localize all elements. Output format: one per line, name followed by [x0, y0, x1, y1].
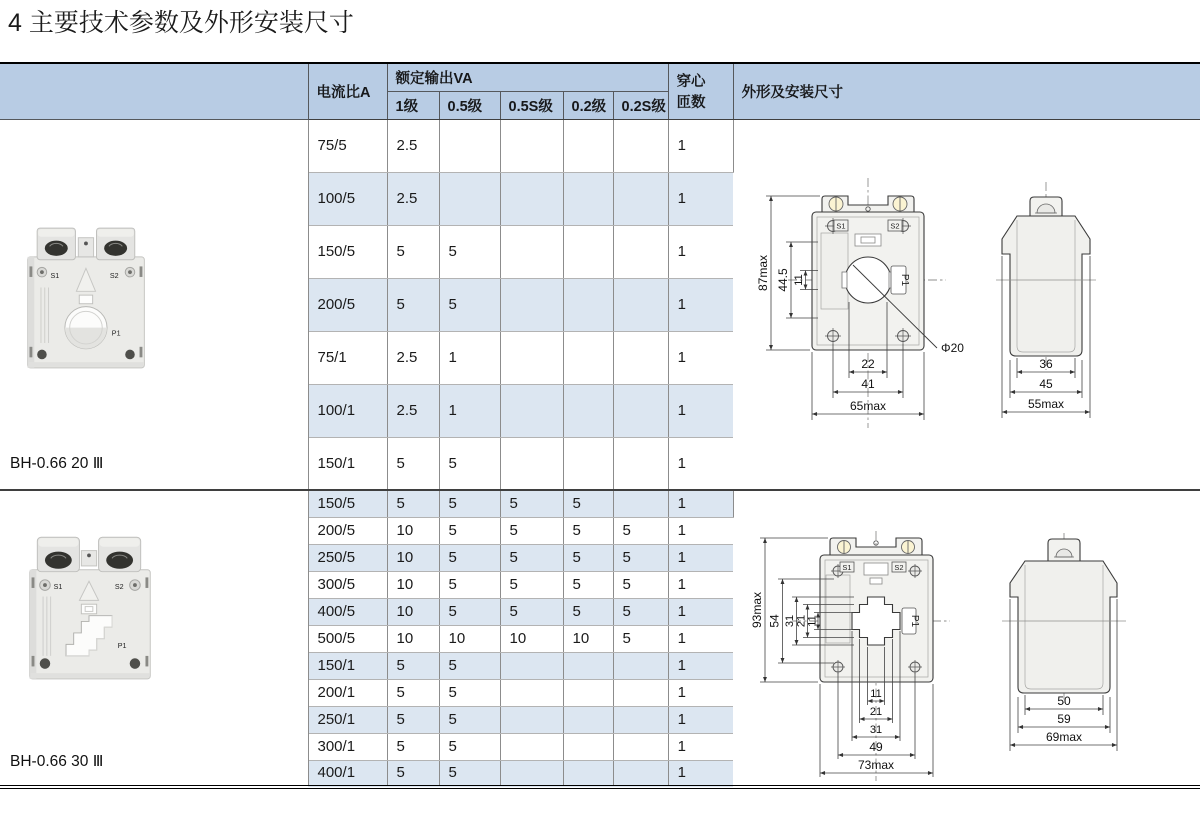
class02-cell: 5 — [563, 598, 613, 625]
class02s-cell — [613, 490, 668, 517]
class05-cell: 5 — [439, 490, 500, 517]
class1-cell: 10 — [387, 517, 439, 544]
s2-label: S2 — [893, 563, 904, 572]
section-bh066-20 — [0, 119, 1200, 490]
p1-label: P1 — [898, 273, 910, 286]
ratio-cell: 200/1 — [308, 679, 387, 706]
dim-label: 11 — [806, 615, 819, 627]
class02s-cell — [613, 384, 668, 437]
class05s-cell: 5 — [500, 517, 563, 544]
svg-text:P1: P1 — [117, 642, 127, 651]
class05-cell: 5 — [439, 598, 500, 625]
class1-cell: 5 — [387, 278, 439, 331]
class02s-cell — [613, 331, 668, 384]
dim-label: 31 — [869, 724, 882, 736]
dimension-drawing-cell — [733, 119, 1200, 490]
class05s-cell — [500, 706, 563, 733]
ratio-cell: 400/5 — [308, 598, 387, 625]
svg-text:P1: P1 — [111, 328, 121, 337]
svg-text:S2: S2 — [114, 582, 124, 591]
class1-cell: 5 — [387, 760, 439, 787]
dim-label: 11 — [869, 688, 882, 700]
turns-cell: 1 — [668, 652, 733, 679]
ratio-cell: 300/1 — [308, 733, 387, 760]
class02s-cell — [613, 437, 668, 490]
class02-cell — [563, 437, 613, 490]
header-blank-cell — [0, 63, 308, 119]
class02-cell — [563, 172, 613, 225]
class02s-cell — [613, 706, 668, 733]
class05s-cell: 10 — [500, 625, 563, 652]
product-photo-bh066-30 — [22, 533, 156, 685]
ratio-cell: 100/5 — [308, 172, 387, 225]
class1-cell: 2.5 — [387, 331, 439, 384]
ratio-cell: 200/5 — [308, 517, 387, 544]
class05s-cell: 5 — [500, 544, 563, 571]
p1-label: P1 — [908, 614, 920, 628]
class02s-cell — [613, 733, 668, 760]
class02-cell: 5 — [563, 490, 613, 517]
svg-text:S2: S2 — [109, 271, 119, 280]
turns-cell: 1 — [668, 598, 733, 625]
dim-label: 49 — [868, 740, 883, 754]
product-photo-cell — [0, 119, 308, 490]
dim-label: 50 — [1056, 694, 1071, 708]
spec-table — [0, 62, 1200, 789]
turns-cell: 1 — [668, 331, 733, 384]
class02-cell — [563, 733, 613, 760]
class05-cell: 1 — [439, 331, 500, 384]
class1-cell: 5 — [387, 225, 439, 278]
class05-cell: 1 — [439, 384, 500, 437]
class02s-cell: 5 — [613, 544, 668, 571]
class05s-cell — [500, 679, 563, 706]
class02-cell — [563, 679, 613, 706]
class02-cell — [563, 119, 613, 172]
turns-cell: 1 — [668, 706, 733, 733]
product-photo-cell — [0, 490, 308, 787]
ratio-cell: 300/5 — [308, 571, 387, 598]
class1-cell: 10 — [387, 571, 439, 598]
section-bh066-30 — [0, 490, 1200, 787]
product-label: BH-0.66 30 Ⅲ — [10, 753, 104, 770]
class05s-cell: 5 — [500, 490, 563, 517]
class05s-cell — [500, 760, 563, 787]
class02s-cell: 5 — [613, 517, 668, 544]
class02-cell — [563, 384, 613, 437]
ratio-cell: 150/5 — [308, 490, 387, 517]
class1-cell: 10 — [387, 544, 439, 571]
header-class-1: 1级 — [387, 91, 439, 119]
class05-cell: 5 — [439, 733, 500, 760]
ratio-cell: 150/1 — [308, 437, 387, 490]
class02s-cell: 5 — [613, 571, 668, 598]
dim-label: 87max — [755, 254, 770, 291]
class02s-cell: 5 — [613, 625, 668, 652]
class1-cell: 5 — [387, 490, 439, 517]
dim-label: 69max — [1045, 730, 1082, 744]
class05s-cell — [500, 652, 563, 679]
class02s-cell — [613, 225, 668, 278]
class1-cell: 5 — [387, 733, 439, 760]
turns-cell: 1 — [668, 278, 733, 331]
s1-label: S1 — [835, 221, 846, 230]
class02s-cell — [613, 278, 668, 331]
ratio-cell: 150/5 — [308, 225, 387, 278]
class05-cell — [439, 119, 500, 172]
table-row — [0, 490, 1200, 517]
table-header — [0, 63, 1200, 119]
class05-cell: 10 — [439, 625, 500, 652]
turns-cell: 1 — [668, 544, 733, 571]
turns-cell: 1 — [668, 119, 733, 172]
ratio-cell: 400/1 — [308, 760, 387, 787]
header-class-02: 0.2级 — [563, 91, 613, 119]
turns-cell: 1 — [668, 760, 733, 787]
turns-cell: 1 — [668, 517, 733, 544]
header-outline: 外形及安装尺寸 — [733, 63, 1200, 119]
svg-text:S1: S1 — [50, 271, 60, 280]
header-class-02s: 0.2S级 — [613, 91, 668, 119]
class05-cell — [439, 172, 500, 225]
class02s-cell: 5 — [613, 598, 668, 625]
class02-cell: 10 — [563, 625, 613, 652]
dimension-drawing-cell — [733, 490, 1200, 787]
product-photo-bh066-20 — [18, 222, 152, 374]
class1-cell: 5 — [387, 437, 439, 490]
class1-cell: 10 — [387, 625, 439, 652]
class05s-cell: 5 — [500, 571, 563, 598]
class02-cell — [563, 278, 613, 331]
dim-label: 59 — [1056, 712, 1071, 726]
class02-cell — [563, 760, 613, 787]
dim-label: 21 — [795, 614, 808, 628]
dim-label: 36 — [1038, 356, 1053, 371]
class02-cell: 5 — [563, 517, 613, 544]
class05-cell: 5 — [439, 571, 500, 598]
ratio-cell: 75/1 — [308, 331, 387, 384]
class02-cell — [563, 706, 613, 733]
dim-label: 22 — [860, 356, 875, 371]
ratio-cell: 200/5 — [308, 278, 387, 331]
header-class-05: 0.5级 — [439, 91, 500, 119]
class05s-cell — [500, 119, 563, 172]
class05s-cell — [500, 733, 563, 760]
turns-cell: 1 — [668, 172, 733, 225]
ratio-cell: 500/5 — [308, 625, 387, 652]
dim-label: 54 — [767, 614, 782, 628]
class05s-cell — [500, 172, 563, 225]
class02-cell — [563, 225, 613, 278]
header-class-05s: 0.5S级 — [500, 91, 563, 119]
class1-cell: 10 — [387, 598, 439, 625]
ratio-cell: 150/1 — [308, 652, 387, 679]
dim-label: 21 — [869, 706, 882, 718]
turns-cell: 1 — [668, 571, 733, 598]
class02-cell: 5 — [563, 544, 613, 571]
dim-label: 55max — [1027, 396, 1064, 411]
table-row — [0, 119, 1200, 172]
class05s-cell — [500, 225, 563, 278]
class05-cell: 5 — [439, 706, 500, 733]
turns-cell: 1 — [668, 490, 733, 517]
class1-cell: 5 — [387, 679, 439, 706]
class05s-cell — [500, 278, 563, 331]
class05-cell: 5 — [439, 278, 500, 331]
dim-label: 93max — [749, 591, 764, 629]
ratio-cell: 75/5 — [308, 119, 387, 172]
dim-label: 31 — [783, 614, 796, 628]
class02-cell — [563, 331, 613, 384]
dim-label: 45 — [1038, 376, 1053, 391]
ratio-cell: 250/1 — [308, 706, 387, 733]
class1-cell: 2.5 — [387, 384, 439, 437]
turns-cell: 1 — [668, 225, 733, 278]
class02s-cell — [613, 760, 668, 787]
class05-cell: 5 — [439, 517, 500, 544]
class02s-cell — [613, 119, 668, 172]
class05s-cell — [500, 331, 563, 384]
class1-cell: 2.5 — [387, 119, 439, 172]
class05-cell: 5 — [439, 544, 500, 571]
class02-cell: 5 — [563, 571, 613, 598]
dim-label: 73max — [857, 758, 894, 772]
s1-label: S1 — [841, 563, 852, 572]
class05s-cell: 5 — [500, 598, 563, 625]
class05s-cell — [500, 437, 563, 490]
dimension-drawing-set2 — [734, 491, 1200, 788]
class05s-cell — [500, 384, 563, 437]
class05-cell: 5 — [439, 760, 500, 787]
class05-cell: 5 — [439, 437, 500, 490]
class05-cell: 5 — [439, 679, 500, 706]
class05-cell: 5 — [439, 652, 500, 679]
product-label: BH-0.66 20 Ⅲ — [10, 455, 104, 472]
turns-cell: 1 — [668, 733, 733, 760]
header-current-ratio: 电流比A — [308, 63, 387, 119]
class02s-cell — [613, 679, 668, 706]
hole-dim-label: Φ20 — [940, 340, 964, 355]
class05-cell: 5 — [439, 225, 500, 278]
ratio-cell: 250/5 — [308, 544, 387, 571]
class02s-cell — [613, 172, 668, 225]
dim-label: 65max — [849, 398, 886, 413]
s2-label: S2 — [889, 221, 900, 230]
dim-label: 44.5 — [775, 267, 790, 292]
header-turns: 穿心 匝数 — [668, 63, 733, 119]
page-title: 4 主要技术参数及外形安装尺寸 — [8, 9, 354, 37]
class02-cell — [563, 652, 613, 679]
ratio-cell: 100/1 — [308, 384, 387, 437]
turns-cell: 1 — [668, 437, 733, 490]
class02s-cell — [613, 652, 668, 679]
header-rated-output: 额定输出VA — [387, 63, 668, 91]
dimension-drawing-set1 — [734, 120, 1200, 491]
svg-text:S1: S1 — [53, 582, 63, 591]
turns-cell: 1 — [668, 679, 733, 706]
class1-cell: 5 — [387, 706, 439, 733]
class1-cell: 2.5 — [387, 172, 439, 225]
class1-cell: 5 — [387, 652, 439, 679]
dim-label: 41 — [860, 376, 875, 391]
turns-cell: 1 — [668, 384, 733, 437]
turns-cell: 1 — [668, 625, 733, 652]
dim-label: 11 — [792, 273, 805, 286]
